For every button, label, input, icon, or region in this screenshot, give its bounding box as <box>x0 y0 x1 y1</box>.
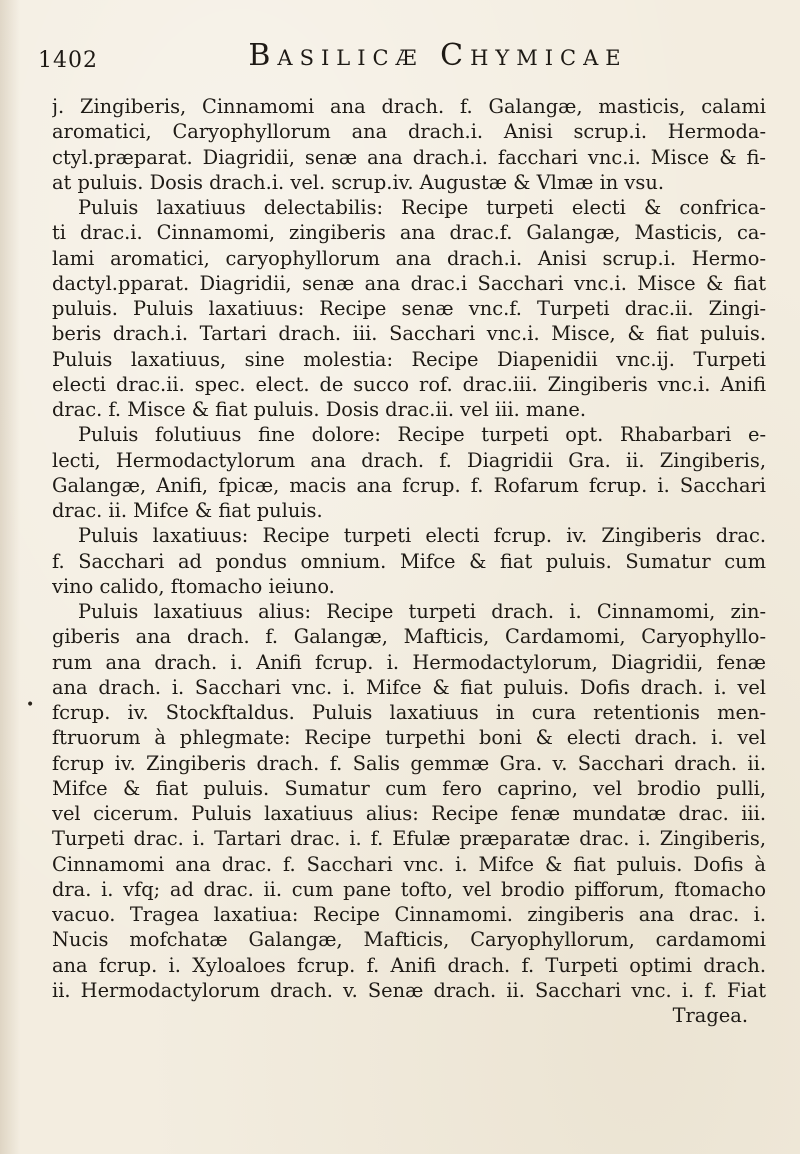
text-line: aromatici, Caryophyllorum ana drach.i. Anisi scrup.i. Hermoda- <box>52 120 766 144</box>
text-line: vel cicerum. Puluis laxatiuus alius: Recipe fenæ mundatæ drac. iii. <box>52 802 766 825</box>
text-line: f. Sacchari ad pondus omnium. Mifce & fiat puluis. Sumatur cum <box>52 549 766 573</box>
text-line: giberis ana drach. f. Galangæ, Mafticis, Cardamomi, Caryophyllo- <box>52 625 766 649</box>
text-line: ftruorum à phlegmate: Recipe turpethi boni & electi drach. i. vel <box>52 726 766 750</box>
text-line: Puluis laxatiuus, sine molestia: Recipe Diapenidii vnc.ij. Turpeti <box>52 347 766 371</box>
text-line: lecti, Hermodactylorum ana drach. f. Diagridii Gra. ii. Zingiberis, <box>52 448 766 472</box>
text-line: electi drac.ii. spec. elect. de succo rof. drac.iii. Zingiberis vnc.i. Anifi <box>52 372 766 396</box>
text-line: Puluis folutiuus fine dolore: Recipe turpeti opt. Rhabarbari e- <box>78 423 766 447</box>
catchword: Tragea. <box>672 1004 748 1027</box>
text-line: dra. i. vfq; ad drac. ii. cum pane tofto, vel brodio pifforum, ftomacho <box>52 877 766 901</box>
text-line: Mifce & fiat puluis. Sumatur cum fero caprino, vel brodio pulli, <box>52 776 766 800</box>
text-line: fcrup iv. Zingiberis drach. f. Salis gemmæ Gra. v. Sacchari drach. ii. <box>52 751 766 775</box>
text-line: dactyl.pparat. Diagridii, senæ ana drac.i Sacchari vnc.i. Misce & fiat <box>52 271 766 295</box>
text-line: j. Zingiberis, Cinnamomi ana drach. f. Galangæ, masticis, calami <box>52 95 766 118</box>
text-line: drac. ii. Mifce & fiat puluis. <box>52 499 323 522</box>
text-line: beris drach.i. Tartari drach. iii. Sacchari vnc.i. Misce, & fiat puluis. <box>52 322 766 346</box>
text-line: ana fcrup. i. Xyloaloes fcrup. f. Anifi drach. f. Turpeti optimi drach. <box>52 953 766 977</box>
page-number: 1402 <box>38 48 98 73</box>
page-header <box>38 38 758 88</box>
text-line: ti drac.i. Cinnamomi, zingiberis ana drac.f. Galangæ, Masticis, ca- <box>52 221 766 245</box>
text-line: ana drach. i. Sacchari vnc. i. Mifce & fiat puluis. Dofis drach. i. vel <box>52 675 766 699</box>
text-line: drac. f. Misce & fiat puluis. Dosis drac.ii. vel iii. mane. <box>52 398 586 421</box>
text-line: Puluis laxatiuus alius: Recipe turpeti drach. i. Cinnamomi, zin- <box>78 600 766 623</box>
text-line: at puluis. Dosis drach.i. vel. scrup.iv. Augustæ & Vlmæ in vsu. <box>52 170 664 194</box>
text-line: ctyl.præparat. Diagridii, senæ ana drach.i. facchari vnc.i. Misce & fi- <box>52 145 766 169</box>
text-line: vino calido, ftomacho ieiuno. <box>52 574 335 598</box>
text-line: Puluis laxatiuus delectabilis: Recipe turpeti electi & confrica- <box>78 196 766 219</box>
running-head: Basilicæ Chymicae <box>248 38 628 73</box>
text-line: vacuo. Tragea laxatiua: Recipe Cinnamomi. zingiberis ana drac. i. <box>52 903 766 926</box>
text-line: lami aromatici, caryophyllorum ana drach.i. Anisi scrup.i. Hermo- <box>52 246 766 270</box>
text-line: Cinnamomi ana drac. f. Sacchari vnc. i. Mifce & fiat puluis. Dofis à <box>52 852 766 876</box>
page-fold-shadow <box>0 0 20 1154</box>
text-line: Puluis laxatiuus: Recipe turpeti electi fcrup. iv. Zingiberis drac. <box>78 524 766 548</box>
margin-mark: • <box>26 697 35 713</box>
text-line: ii. Hermodactylorum drach. v. Senæ drach. ii. Sacchari vnc. i. f. Fiat <box>52 978 766 1002</box>
text-line: rum ana drach. i. Anifi fcrup. i. Hermodactylorum, Diagridii, fenæ <box>52 650 766 674</box>
text-line: Turpeti drac. i. Tartari drac. i. f. Efulæ præparatæ drac. i. Zingiberis, <box>52 827 766 851</box>
text-line: Galangæ, Anifi, fpicæ, macis ana fcrup. f. Rofarum fcrup. i. Sacchari <box>52 473 766 497</box>
text-line: Nucis mofchatæ Galangæ, Mafticis, Caryophyllorum, cardamomi <box>52 928 766 952</box>
text-line: puluis. Puluis laxatiuus: Recipe senæ vnc.f. Turpeti drac.ii. Zingi- <box>52 297 766 320</box>
text-line: fcrup. iv. Stockftaldus. Puluis laxatiuus in cura retentionis men- <box>52 701 766 724</box>
body-text <box>52 94 766 1114</box>
